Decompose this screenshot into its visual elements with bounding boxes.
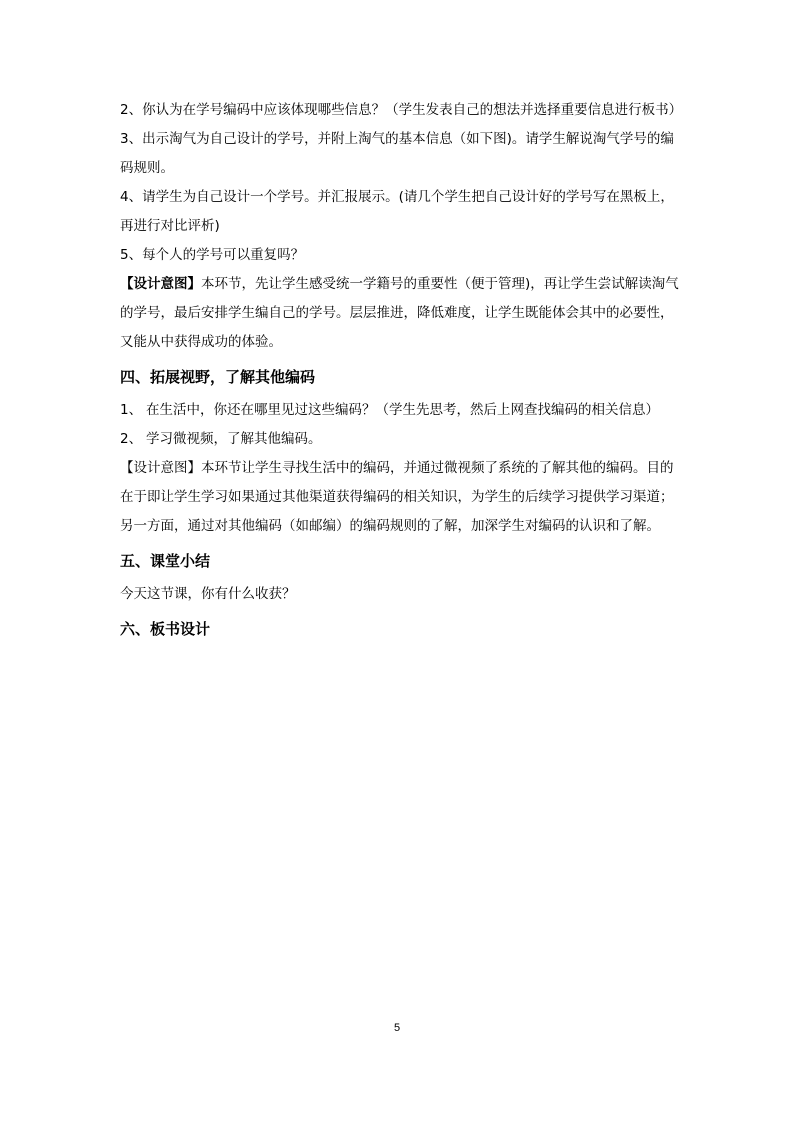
question-3: 3、出示淘气为自己设计的学号，并附上淘气的基本信息（如下图)。请学生解说淘气学号的编码规则。 xyxy=(120,131,674,176)
question-5: 5、每个人的学号可以重复吗？ xyxy=(120,247,305,263)
section-5-text: 今天这节课，你有什么收获？ xyxy=(120,586,296,602)
section-4-item-2 xyxy=(120,425,680,454)
question-4: 4、请学生为自己设计一个学号。并汇报展示。(请几个学生把自己设计好的学号写在黑板上，再进行对比评析) xyxy=(120,189,674,234)
item-text: 在生活中，你还在哪里见过这些编码？（学生先思考，然后上网查找编码的相关信息） xyxy=(146,402,659,418)
section-4-heading: 四、拓展视野，了解其他编码 xyxy=(120,368,316,386)
item-number: 2、 xyxy=(120,431,143,447)
design-intent-1 xyxy=(120,270,680,357)
design-intent-text: 本环节，先让学生感受统一学籍号的重要性（便于管理)，再让学生尝试解读淘气的学号，最后安排学生编自己的学号。层层推进，降低难度，让学生既能体会其中的必要性，又能从中获得成功的体验。 xyxy=(120,276,679,350)
question-2: 2、你认为在学号编码中应该体现哪些信息？（学生发表自己的想法并选择重要信息进行板书） xyxy=(120,102,683,118)
page-number: 5 xyxy=(393,1022,401,1034)
design-intent-text: 本环节让学生寻找生活中的编码，并通过微视频了系统的了解其他的编码。目的在于即让学生学习如果通过其他渠道获得编码的相关知识，为学生的后续学习提供学习渠道；另一方面，通过对其他编码（如邮编）的编码规则的了解，加深学生对编码的认识和了解。 xyxy=(120,460,674,534)
design-intent-2 xyxy=(120,454,680,541)
document-body xyxy=(120,96,683,648)
design-intent-label: 【设计意图】 xyxy=(120,460,201,476)
item-number: 1、 xyxy=(120,402,143,418)
section-4-item-1 xyxy=(120,396,680,425)
section-5-heading: 五、课堂小结 xyxy=(120,552,211,570)
item-text: 学习微视频，了解其他编码。 xyxy=(146,431,322,447)
section-6-heading: 六、板书设计 xyxy=(120,620,211,638)
design-intent-label: 【设计意图】 xyxy=(120,276,201,292)
